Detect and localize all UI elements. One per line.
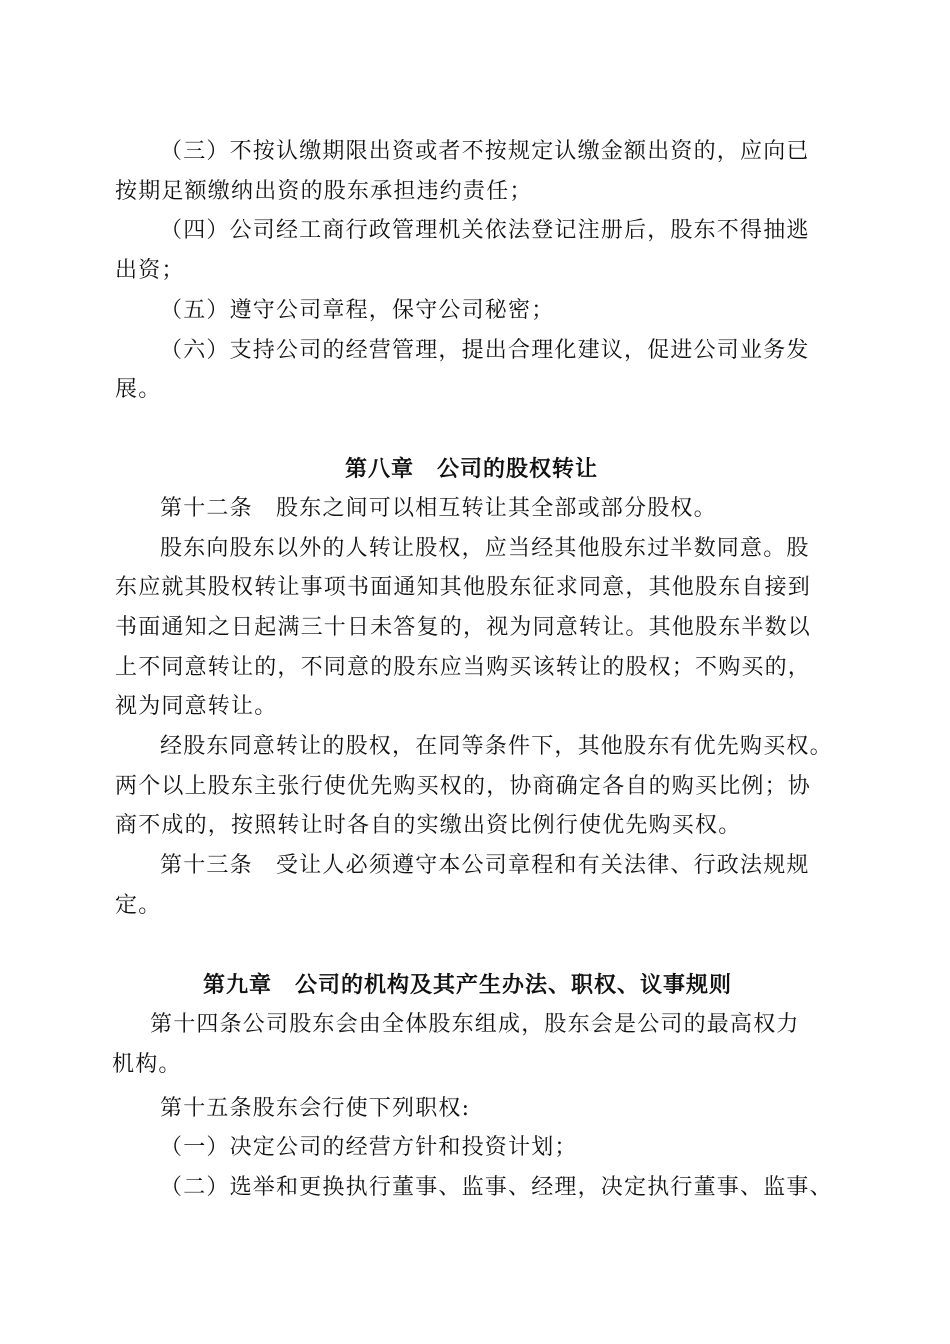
item3-line1: （三）不按认缴期限出资或者不按规定认缴金额出资的，应向已 [160, 139, 810, 164]
chapter-8-title: 第八章 公司的股权转让 [345, 456, 599, 482]
ch9-item1: （一）决定公司的经营方针和投资计划； [160, 1135, 578, 1160]
article-13-line1: 第十三条 受让人必须遵守本公司章程和有关法律、行政法规规 [160, 853, 810, 878]
ch8-p3-line1: 经股东同意转让的股权，在同等条件下，其他股东有优先购买权。 [160, 734, 833, 759]
ch8-p2-line2: 东应就其股权转让事项书面通知其他股东征求同意，其他股东自接到 [115, 575, 812, 600]
ch8-p2-line3: 书面通知之日起满三十日未答复的，视为同意转让。其他股东半数以 [115, 615, 812, 640]
chapter-9-title: 第九章 公司的机构及其产生办法、职权、议事规则 [203, 972, 733, 998]
ch8-p3-line3: 商不成的，按照转让时各自的实缴出资比例行使优先购买权。 [115, 813, 742, 838]
item5: （五）遵守公司章程，保守公司秘密； [160, 298, 555, 323]
article-15: 第十五条股东会行使下列职权: [160, 1096, 471, 1121]
item6-line2: 展。 [115, 377, 162, 402]
article-14-line2: 机构。 [112, 1052, 182, 1077]
ch8-p2-line1: 股东向股东以外的人转让股权，应当经其他股东过半数同意。股 [160, 536, 810, 561]
item3-line2: 按期足额缴纳出资的股东承担违约责任； [115, 179, 533, 204]
article-13-line2: 定。 [115, 893, 162, 918]
item4-line1: （四）公司经工商行政管理机关依法登记注册后，股东不得抽逃 [160, 218, 810, 243]
ch8-p3-line2: 两个以上股东主张行使优先购买权的，协商确定各自的购买比例；协 [115, 774, 812, 799]
ch8-p2-line4: 上不同意转让的，不同意的股东应当购买该转让的股权；不购买的， [115, 655, 812, 680]
article-14-line1: 第十四条公司股东会由全体股东组成，股东会是公司的最高权力 [150, 1012, 800, 1037]
ch9-item2: （二）选举和更换执行董事、监事、经理，决定执行董事、监事、 [160, 1175, 833, 1200]
item6-line1: （六）支持公司的经营管理，提出合理化建议，促进公司业务发 [160, 338, 810, 363]
ch8-p2-line5: 视为同意转让。 [115, 694, 278, 719]
article-12: 第十二条 股东之间可以相互转让其全部或部分股权。 [160, 496, 717, 521]
item4-line2: 出资； [115, 258, 185, 283]
